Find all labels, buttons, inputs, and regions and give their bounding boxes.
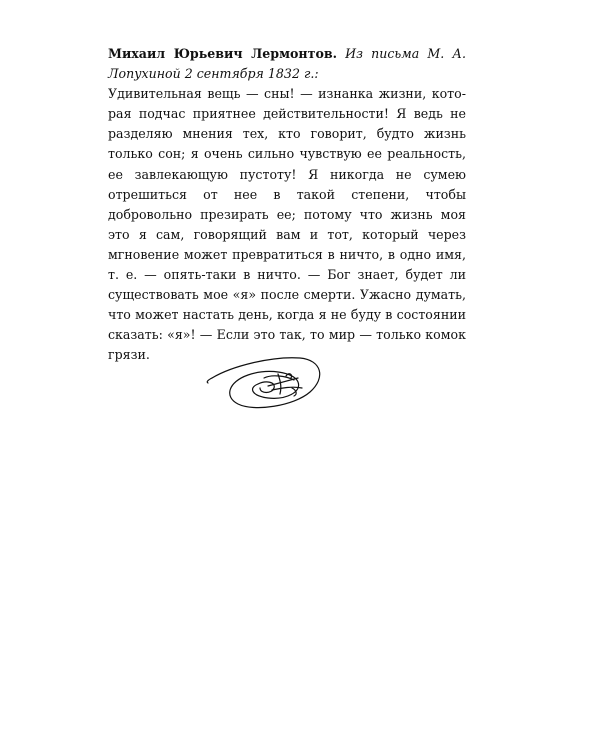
source-citation: Из письма М. А. Лопухиной 2 сентября 1832 г.: [108, 46, 466, 82]
quote-text: Удивительная вещь — сны! — изнанка жизни, которая подчас приятнее действительности! Я ведь не разделяю мнения тех, кто говорит, будто жизнь только сон; я очень сильно чувствую ее реальность, ее завлекающую пустоту! Я никогда не сумею отрешиться от нее в такой степени, чтобы добровольно презирать ее; потому что жизнь моя это я сам, говорящий вам и тот, который через мгновение может превратиться в ничто, в одно имя, т. е. — опять-таки в ничто. — Бог знает, будет ли существовать мое «я» после смерти. Ужасно думать, что может настать день, когда я не буду в состоянии сказать: «я»! — Если это так, то мир — только комок грязи. [108, 86, 466, 363]
quote-block [108, 44, 466, 366]
author-name: Михаил Юрьевич Лермонтов. [108, 46, 337, 61]
attribution-line [108, 44, 466, 84]
flourish-signature-icon [202, 348, 332, 418]
